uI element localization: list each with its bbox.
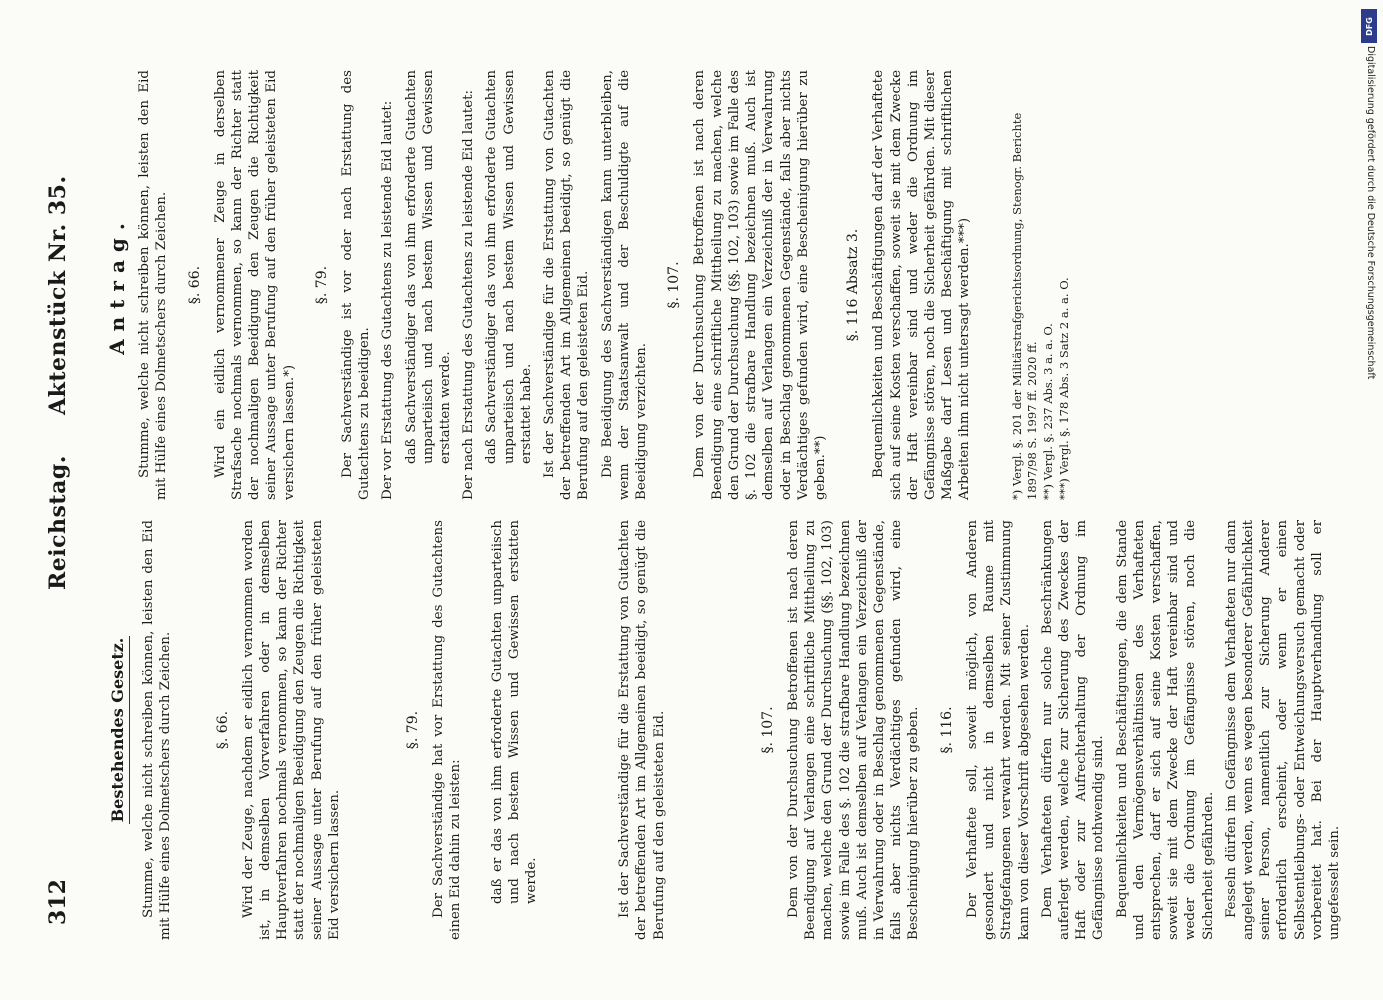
right-s107-label: §. 107. — [666, 261, 683, 309]
right-s79-text7: Die Beeidigung des Sachverständigen kann unterbleiben, wenn der Staatsanwalt und der Beschuldigte auf die Beeidigung verzichten. — [599, 70, 650, 500]
right-s79-label: §. 79. — [313, 265, 330, 305]
header-title-b: Aktenstück Nr. 35. — [45, 175, 71, 415]
header-title-a: Reichstag. — [45, 455, 71, 590]
left-s79-text3: Ist der Sachverständige für die Erstattung von Gutachten der betreffenden Art im Allgemeinen beeidigt, so genügt die Berufung auf den geleisteten Eid. — [617, 520, 667, 940]
left-s79-text1: Der Sachverständige hat vor Erstattung des Gutachtens einen Eid dahin zu leisten: — [431, 520, 464, 940]
right-s79-text5: daß Sachverständiger das von ihm erforderte Gutachten unparteiisch und nach bestem Wissen und Gewissen erstattet habe. — [484, 70, 534, 464]
running-header — [45, 60, 85, 940]
page-number: 312 — [45, 879, 71, 925]
left-s66-text: Wird der Zeuge, nachdem er eidlich vernommen worden ist, in demselben Vorverfahren oder in demselben Hauptverfahren nochmals vernommen, so kann der Richter statt der nochmaligen Beeidigung den Zeugen die Richtigkeit seiner Aussage unter Berufung auf den früher geleisteten Eid versichern lassen. — [240, 520, 342, 940]
left-s116-text4: Fesseln dürfen im Gefängnisse dem Verhafteten nur dann angelegt werden, wenn es wegen besonderer Gefährlichkeit seiner Person, namentlich zur Sicherung Anderer erforderlich erscheint, oder wenn er einen Selbstentleibungs- oder Entweichungsversuch gemacht oder vorbereitet hat. Bei der Hauptverhandlung soll er ungefesselt sein. — [1223, 520, 1342, 940]
right-s79-text1: Der Sachverständige ist vor oder nach Erstattung des Gutachtens zu beeidigen. — [340, 70, 373, 500]
footnotes — [1010, 70, 1073, 500]
left-s116-text3: Bequemlichkeiten und Beschäftigungen, die dem Stande und den Vermögensverhältnissen des Verhafteten entsprechen, darf er sich auf seine Kosten verschaffen, soweit sie mit dem Zwecke der Haft vereinbar sind und weder die Ordnung im Gefängnisse stören, noch die Sicherheit gefährden. — [1114, 520, 1216, 940]
right-s116-label: §. 116 Absatz 3. — [845, 228, 862, 342]
header-title — [45, 143, 71, 590]
left-s116-text1: Der Verhaftete soll, soweit möglich, von Anderen gesondert und nicht in demselben Raume mit Strafgefangenen verwahrt werden. Mit seiner Zustimmung kann von dieser Vorschrift abgesehen werden. — [964, 520, 1032, 940]
right-s79-text2: Der vor Erstattung des Gutachtens zu leistende Eid lautet: — [380, 100, 396, 500]
column-heading-right: Antrag. — [105, 215, 129, 355]
right-s79-text3: daß Sachverständiger das von ihm erforderte Gutachten unparteiisch und nach bestem Wissen und Gewissen erstatten werde. — [403, 70, 454, 464]
digitization-note: Digitalisierung gefördert durch die Deutsche Forschungsgemeinschaft — [1365, 46, 1376, 380]
footnote-3: ***) Vergl. §. 178 Abs. 3 Satz 2 a. a. O. — [1057, 277, 1071, 500]
left-s79-text2: daß er das von ihm erforderte Gutachten unparteiisch und nach bestem Wissen und Gewissen erstatten werde. — [489, 520, 540, 904]
right-s107-text: Dem von der Durchsuchung Betroffenen ist nach deren Beendigung eine schriftliche Mittheilung zu machen, welche den Grund der Durchsuchung (§§. 102, 103) sowie im Falle des §. 102 die strafbare Handlung bezeichnen muß. Auch ist demselben auf Verlangen ein Verzeichniß der in Verwahrung oder in Beschlag genommenen Gegenstände, falls aber nichts Verdächtiges gefunden wird, eine Bescheinigung hierüber zu geben.**) — [692, 70, 828, 500]
column-heading-left: Bestehendes Gesetz. — [109, 520, 126, 940]
footnote-2: **) Vergl. §. 237 Abs. 3 a. a. O. — [1041, 323, 1055, 500]
left-s66-label: §. 66. — [214, 710, 231, 750]
right-s79-text4: Der nach Erstattung des Gutachtens zu leistende Eid lautet: — [461, 89, 477, 500]
left-s79-label: §. 79. — [405, 710, 422, 750]
column-existing-law — [105, 520, 1349, 940]
left-s116-text2: Dem Verhafteten dürfen nur solche Beschränkungen auferlegt werden, welche zur Sicherung des Zweckes der Haft oder zur Aufrechterhaltung der Ordnung im Gefängnisse nothwendig sind. — [1039, 520, 1107, 940]
right-s116-text: Bequemlichkeiten und Beschäftigungen darf der Verhaftete sich auf seine Kosten verschaffen, soweit sie mit dem Zwecke der Haft vereinbar sind und weder die Ordnung im Gefängnisse stören, noch die Sicherheit gefährden. Mit dieser Maßgabe darf Lesen und Beschäftigung mit schriftlichen Arbeiten ihm nicht untersagt werden.***) — [871, 70, 973, 500]
right-s79-text6: Ist der Sachverständige für die Erstattung von Gutachten der betreffenden Art im Allgemeinen beeidigt, so genügt die Berufung auf den geleisteten Eid. — [542, 70, 592, 500]
left-s116-label: §. 116. — [938, 706, 955, 754]
right-intro: Stumme, welche nicht schreiben können, leisten den Eid mit Hülfe eines Dolmetschers durch Zeichen. — [137, 70, 170, 500]
dfg-logo: DFG — [1361, 9, 1377, 43]
footnote-1: *) Vergl. §. 201 der Militärstrafgerichtsordnung, Stenogr. Berichte 1897/98 S. 1997 ff. 2020 ff. — [1010, 112, 1039, 500]
right-s66-text: Wird ein eidlich vernommener Zeuge in derselben Strafsache nochmals vernommen, so kann der Richter statt der nochmaligen Beeidigung den Zeugen die Richtigkeit seiner Aussage unter Berufung auf den früher geleisteten Eid versichern lassen.*) — [212, 70, 297, 500]
left-intro: Stumme, welche nicht schreiben können, leisten den Eid mit Hülfe eines Dolmetschers durch Zeichen. — [141, 520, 174, 940]
left-s107-text: Dem von der Durchsuchung Betroffenen ist nach deren Beendigung auf Verlangen eine schriftliche Mittheilung zu machen, welche den Grund der Durchsuchung (§§. 102, 103) sowie im Falle des §. 102 die strafbare Handlung bezeichnen muß. Auch ist demselben auf Verlangen ein Verzeichniß der in Verwahrung oder in Beschlag genommenen Gegenstände, falls aber nichts Verdächtiges gefunden wird, eine Bescheinigung hierüber zu geben. — [786, 520, 922, 940]
left-s107-label: §. 107. — [759, 706, 776, 754]
right-s66-label: §. 66. — [186, 265, 203, 305]
column-motion — [105, 70, 980, 500]
